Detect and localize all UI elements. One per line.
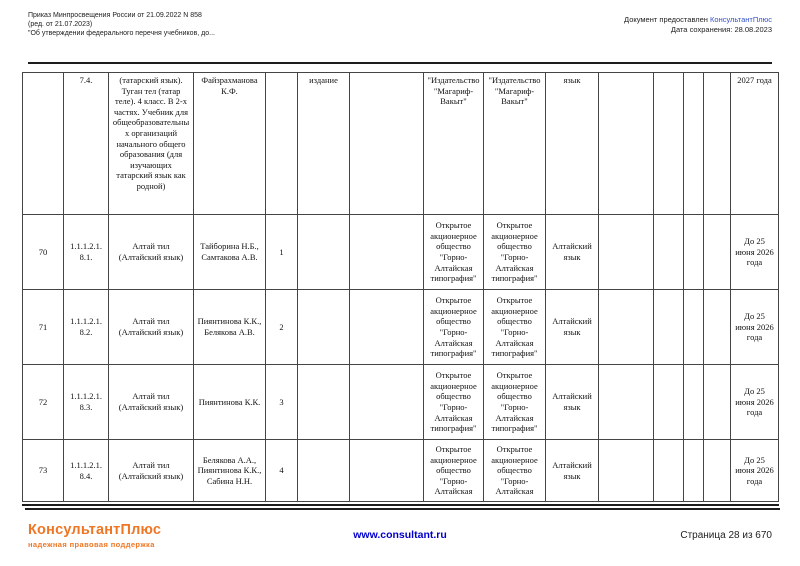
cell-validity: До 25 июня 2026 года xyxy=(731,365,779,440)
cell-authors: Пиянтинова К.К., Белякова А.В. xyxy=(194,290,266,365)
cell-printing-house: Открытое акционерное общество "Горно-Алтайская типография" xyxy=(484,290,546,365)
cell-printing-house: Открытое акционерное общество "Горно-Алтайская типография" xyxy=(484,215,546,290)
cell-empty xyxy=(704,290,731,365)
table-row-73 xyxy=(23,440,779,502)
cell-fpu-number: 1.1.1.2.1.8.2. xyxy=(64,290,109,365)
header-divider-rule xyxy=(28,62,772,64)
cell-class: 1 xyxy=(266,215,298,290)
provided-by-line xyxy=(624,15,772,25)
cell-language: Алтайский язык xyxy=(546,365,599,440)
cell-row-number xyxy=(23,73,64,215)
header-line-1: Приказ Минпросвещения России от 21.09.2022 N 858 xyxy=(28,12,202,19)
table-row-71 xyxy=(23,290,779,365)
provided-by-label: Документ предоставлен xyxy=(624,15,711,24)
cell-edition xyxy=(298,440,350,502)
cell-language: язык xyxy=(546,73,599,215)
cell-empty xyxy=(350,215,424,290)
table-row-70 xyxy=(23,215,779,290)
cell-empty xyxy=(684,73,704,215)
cell-fpu-number: 1.1.1.2.1.8.4. xyxy=(64,440,109,502)
cell-fpu-number: 1.1.1.2.1.8.3. xyxy=(64,365,109,440)
cell-empty xyxy=(684,215,704,290)
cell-authors: Пиянтинова К.К. xyxy=(194,365,266,440)
cell-language: Алтайский язык xyxy=(546,440,599,502)
cell-publisher: Открытое акционерное общество "Горно-Алтайская типография" xyxy=(424,365,484,440)
cell-empty xyxy=(350,365,424,440)
cell-class: 4 xyxy=(266,440,298,502)
header-line-3: "Об утверждении федерального перечня учебников, до... xyxy=(28,30,215,37)
cell-validity: 2027 года xyxy=(731,73,779,215)
cell-empty xyxy=(704,215,731,290)
cell-empty xyxy=(684,440,704,502)
table-row-72 xyxy=(23,365,779,440)
cell-row-number: 72 xyxy=(23,365,64,440)
document-header-meta xyxy=(624,15,772,34)
cell-authors: Файзрахманова К.Ф. xyxy=(194,73,266,215)
cell-validity: До 25 июня 2026 года xyxy=(731,290,779,365)
cell-row-number: 73 xyxy=(23,440,64,502)
cell-authors: Белякова А.А., Пиянтинова К.К., Сабина Н.Н. xyxy=(194,440,266,502)
page-break-rule-bottom xyxy=(25,508,780,510)
cell-empty xyxy=(599,290,654,365)
cell-empty xyxy=(599,73,654,215)
cell-empty xyxy=(599,440,654,502)
cell-empty xyxy=(350,73,424,215)
cell-edition xyxy=(298,215,350,290)
cell-empty xyxy=(350,440,424,502)
cell-edition: издание xyxy=(298,73,350,215)
consultantplus-logo: КонсультантПлюс xyxy=(28,522,162,538)
cell-row-number: 70 xyxy=(23,215,64,290)
page-number-indicator: Страница 28 из 670 xyxy=(680,530,772,541)
cell-fpu-number: 1.1.1.2.1.8.1. xyxy=(64,215,109,290)
cell-class: 3 xyxy=(266,365,298,440)
cell-publisher: "Издательство "Магариф-Вакыт" xyxy=(424,73,484,215)
cell-row-number: 71 xyxy=(23,290,64,365)
cell-authors: Тайборина Н.Б., Самтакова А.В. xyxy=(194,215,266,290)
website-link[interactable]: www.consultant.ru xyxy=(353,529,447,541)
cell-empty xyxy=(654,365,684,440)
cell-printing-house: Открытое акционерное общество "Горно-Алтайская типография" xyxy=(484,365,546,440)
header-line-2: (ред. от 21.07.2023) xyxy=(28,21,93,28)
cell-title: Алтай тил (Алтайский язык) xyxy=(109,365,194,440)
cell-title: Алтай тил (Алтайский язык) xyxy=(109,440,194,502)
cell-validity: До 25 июня 2026 года xyxy=(731,215,779,290)
cell-empty xyxy=(599,215,654,290)
cell-class: 2 xyxy=(266,290,298,365)
cell-empty xyxy=(654,290,684,365)
cell-validity: До 25 июня 2026 года xyxy=(731,440,779,502)
cell-empty xyxy=(654,215,684,290)
cell-empty xyxy=(654,440,684,502)
cell-language: Алтайский язык xyxy=(546,215,599,290)
cell-title: Алтай тил (Алтайский язык) xyxy=(109,290,194,365)
cell-edition xyxy=(298,290,350,365)
cell-title: Алтай тил (Алтайский язык) xyxy=(109,215,194,290)
cell-empty xyxy=(704,440,731,502)
cell-edition xyxy=(298,365,350,440)
cell-empty xyxy=(654,73,684,215)
document-header-title xyxy=(28,11,215,38)
cell-empty xyxy=(350,290,424,365)
cell-empty xyxy=(599,365,654,440)
consultantplus-header-link[interactable]: КонсультантПлюс xyxy=(710,15,772,24)
cell-class xyxy=(266,73,298,215)
page-break-rule-top xyxy=(22,504,779,506)
cell-printing-house: "Издательство "Магариф-Вакыт" xyxy=(484,73,546,215)
cell-fpu-number: 7.4. xyxy=(64,73,109,215)
cell-title: (татарский язык). Туган тел (татар теле). 4 класс. В 2-х частях. Учебник для общеобразовательных организаций начального общего образования (для изучающих татарский язык как родной) xyxy=(109,73,194,215)
cell-empty xyxy=(704,73,731,215)
textbook-table xyxy=(22,72,779,502)
consultantplus-logo-slogan: надежная правовая поддержка xyxy=(28,540,155,549)
table-row-7-4-continued xyxy=(23,73,779,215)
cell-language: Алтайский язык xyxy=(546,290,599,365)
cell-empty xyxy=(684,365,704,440)
cell-publisher: Открытое акционерное общество "Горно-Алтайская xyxy=(424,440,484,502)
cell-printing-house: Открытое акционерное общество "Горно-Алтайская xyxy=(484,440,546,502)
cell-empty xyxy=(684,290,704,365)
cell-publisher: Открытое акционерное общество "Горно-Алтайская типография" xyxy=(424,215,484,290)
cell-publisher: Открытое акционерное общество "Горно-Алтайская типография" xyxy=(424,290,484,365)
cell-empty xyxy=(704,365,731,440)
save-date-line: Дата сохранения: 28.08.2023 xyxy=(670,24,772,34)
